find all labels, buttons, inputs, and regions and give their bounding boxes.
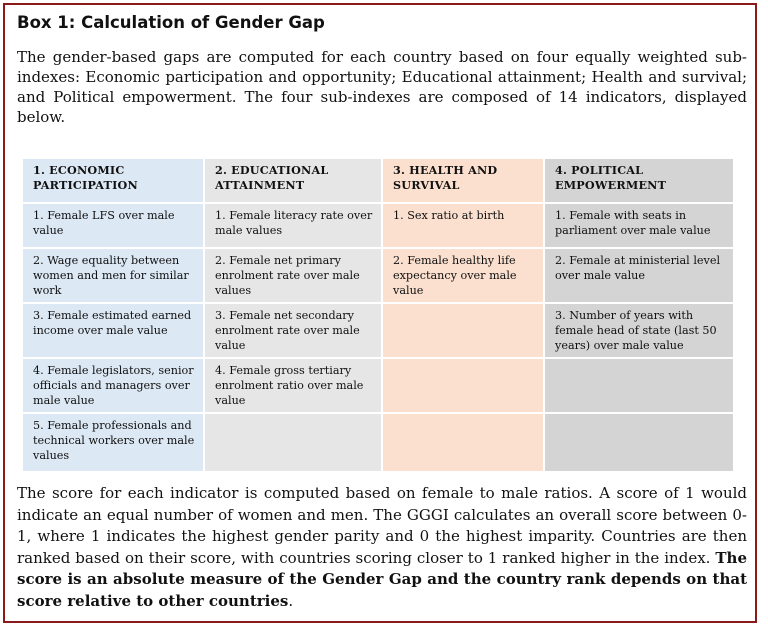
table-cell: 3. Number of years with female head of state (last 50 years) over male value (544, 303, 734, 358)
gender-gap-box (3, 3, 757, 623)
table-cell: 2. Female healthy life expectancy over male value (382, 248, 544, 303)
table-cell: 2. Wage equality between women and men for similar work (22, 248, 204, 303)
table-cell: 4. Female legislators, senior officials and managers over male value (22, 358, 204, 413)
table-cell: 2. Female net primary enrolment rate over male values (204, 248, 382, 303)
table-cell: 1. Female literacy rate over male values (204, 203, 382, 248)
table-row (22, 358, 734, 413)
table-cell (544, 413, 734, 472)
indicator-table (21, 157, 735, 473)
header-political: 4. POLITICAL EMPOWERMENT (544, 158, 734, 203)
table-row (22, 248, 734, 303)
table-cell (204, 413, 382, 472)
box-title: Box 1: Calculation of Gender Gap (17, 13, 325, 32)
table-row (22, 203, 734, 248)
outro-bold-text: The score is an absolute measure of the Gender Gap and the country rank depends on that score relative to other countries (17, 548, 747, 610)
table-cell: 1. Female LFS over male value (22, 203, 204, 248)
outro-end: . (288, 591, 294, 610)
table-header-row (22, 158, 734, 203)
table-cell: 4. Female gross tertiary enrolment ratio over male value (204, 358, 382, 413)
table-row (22, 413, 734, 472)
table-cell (382, 358, 544, 413)
table-cell (382, 413, 544, 472)
table-cell (382, 303, 544, 358)
intro-paragraph: The gender-based gaps are computed for each country based on four equally weighted sub-indexes: Economic participation and opportunity; Educational attainment; Health and survival; and Political empowerment. The four sub-indexes are composed of 14 indicators, displayed below. (17, 48, 747, 126)
table-cell (544, 358, 734, 413)
table-cell: 2. Female at ministerial level over male value (544, 248, 734, 303)
header-educational: 2. EDUCATIONAL ATTAINMENT (204, 158, 382, 203)
table-cell: 5. Female professionals and technical workers over male values (22, 413, 204, 472)
table-cell: 3. Female net secondary enrolment rate over male value (204, 303, 382, 358)
header-health: 3. HEALTH AND SURVIVAL (382, 158, 544, 203)
table-cell: 1. Female with seats in parliament over male value (544, 203, 734, 248)
header-economic: 1. ECONOMIC PARTICIPATION (22, 158, 204, 203)
table-cell: 1. Sex ratio at birth (382, 203, 544, 248)
outro-text: The score for each indicator is computed based on female to male ratios. A score of 1 would indicate an equal number of women and men. The GGGI calculates an overall score between 0-1, where 1 indicates the highest gender parity and 0 the highest imparity. Countries are then ranked based on their score, with countries scoring closer to 1 ranked higher in the index. (17, 484, 747, 567)
table-cell: 3. Female estimated earned income over male value (22, 303, 204, 358)
outro-paragraph (17, 483, 747, 612)
table-row (22, 303, 734, 358)
